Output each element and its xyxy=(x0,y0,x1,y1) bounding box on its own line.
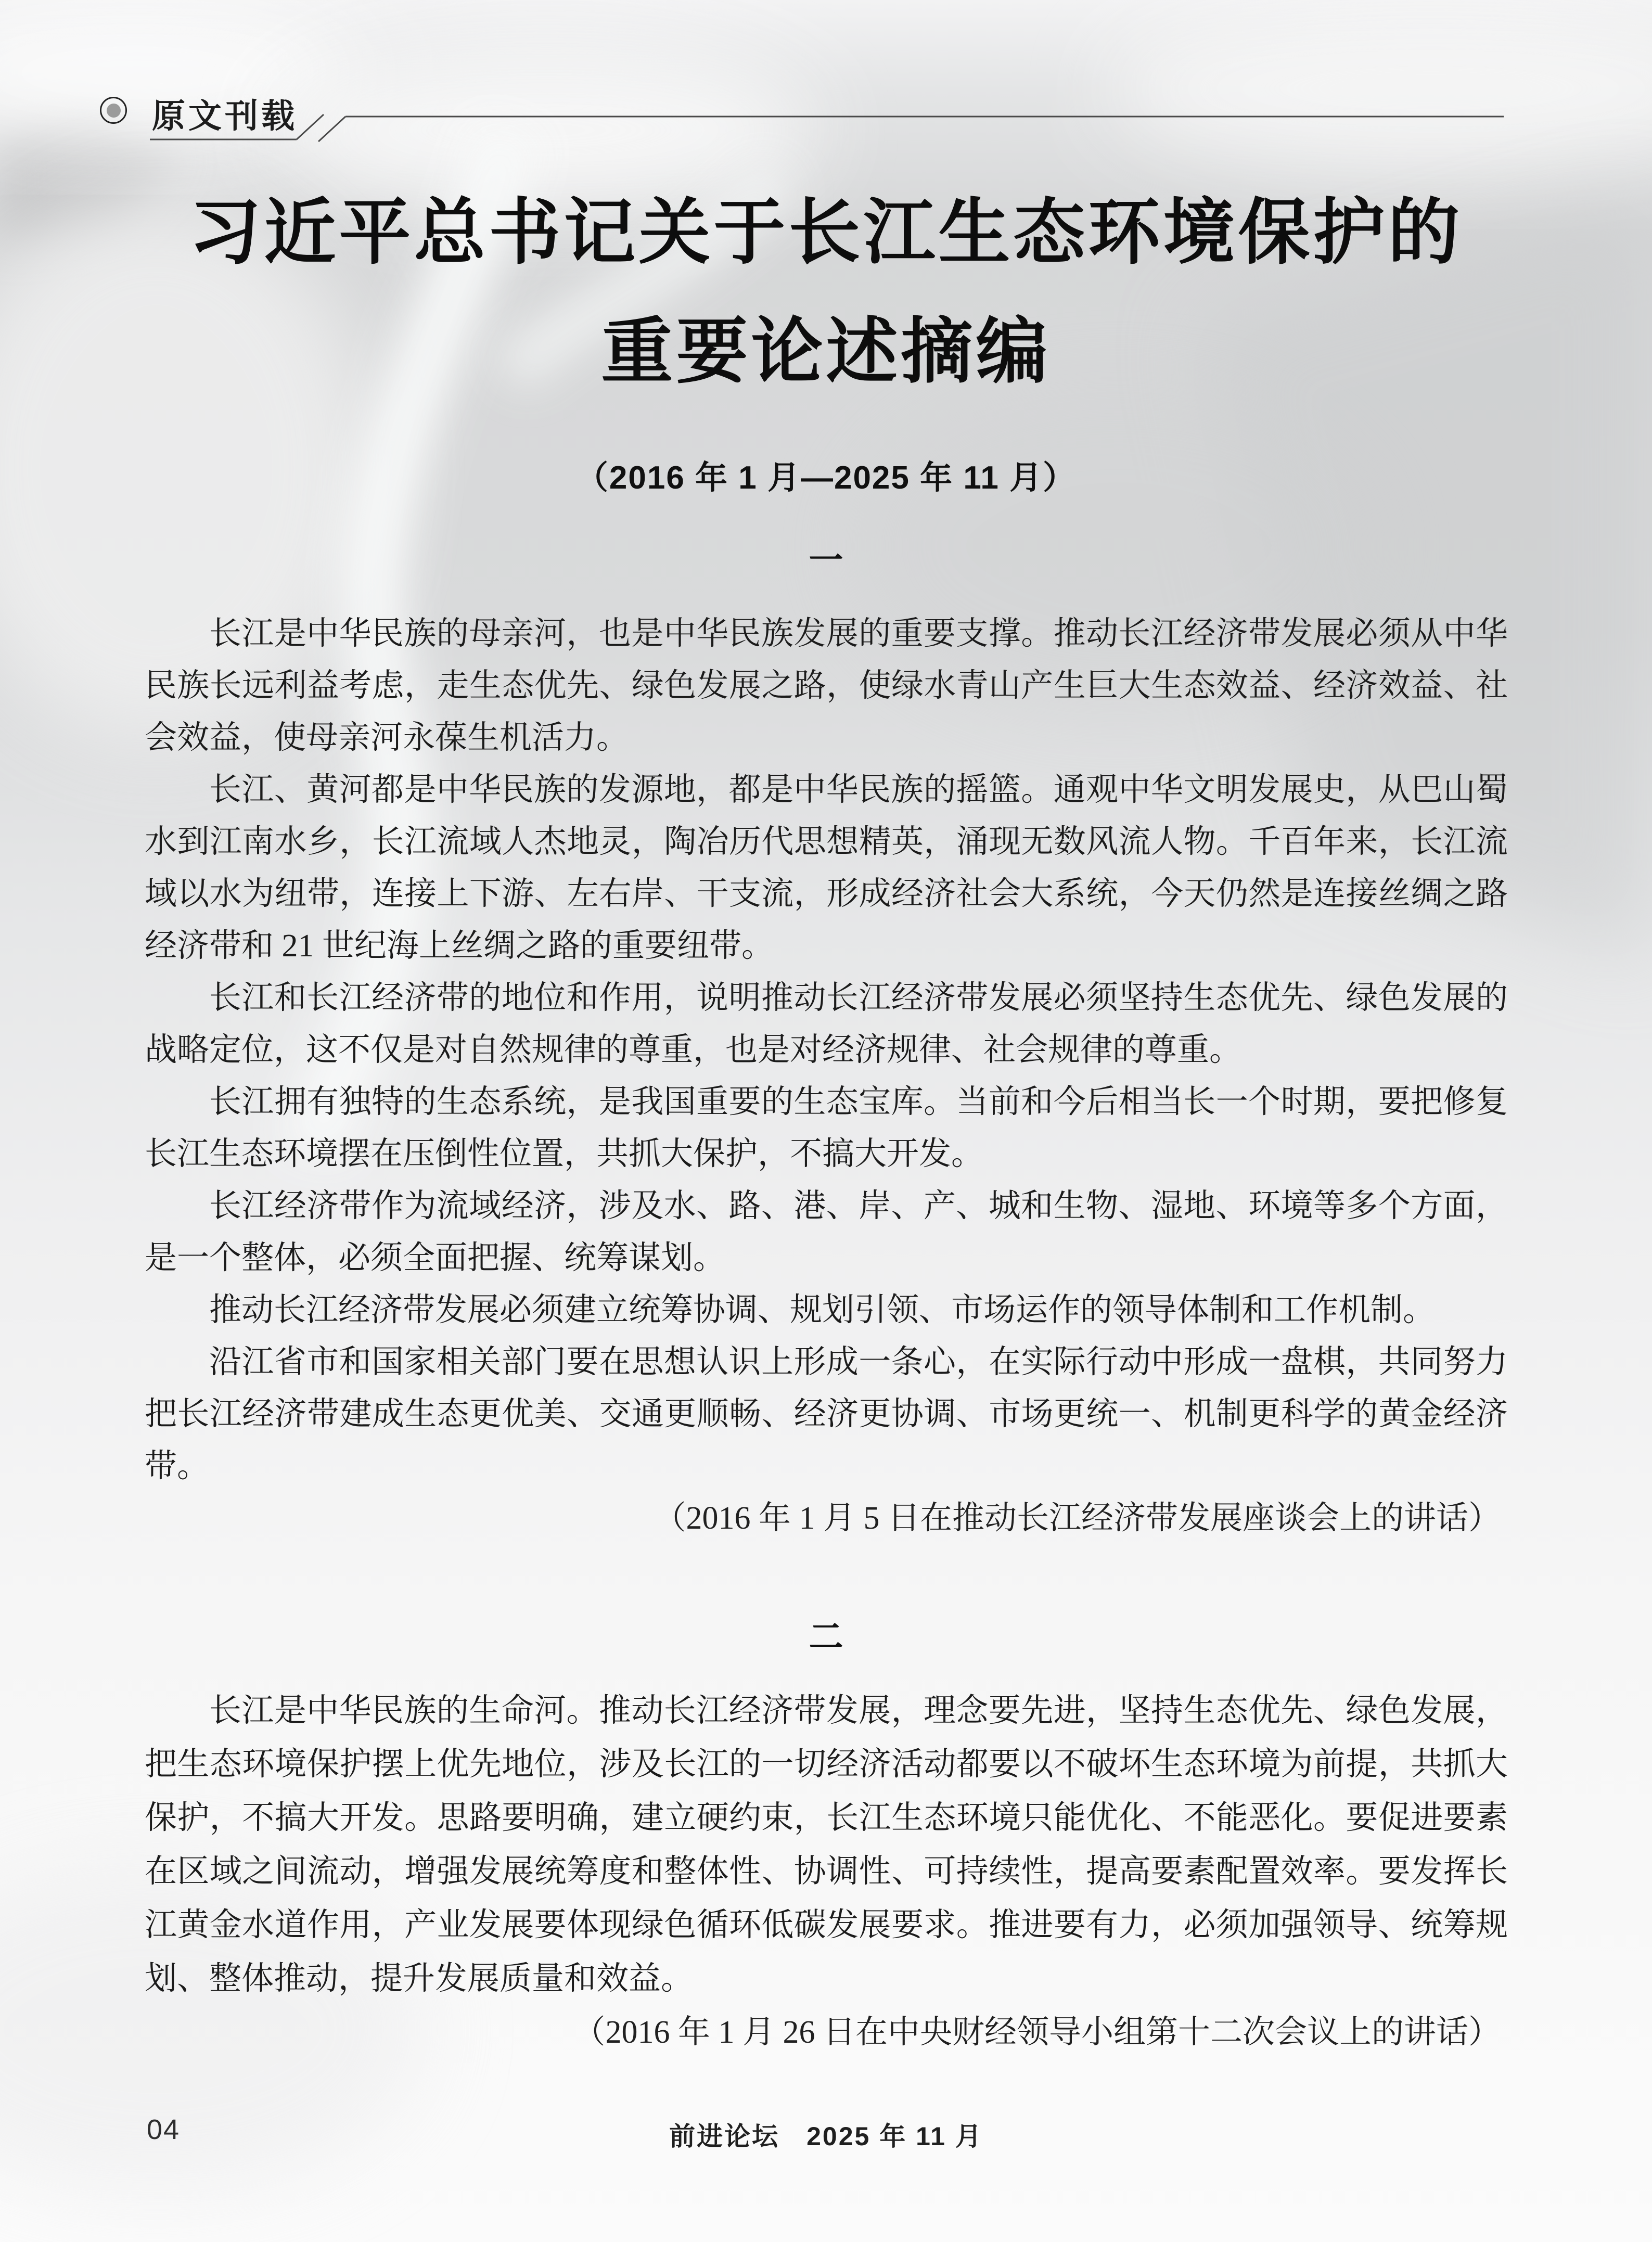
issue-date: 2025 年 11 月 xyxy=(806,2122,983,2151)
article-title-line2: 重要论述摘编 xyxy=(601,312,1051,392)
paragraph: 长江和长江经济带的地位和作用，说明推动长江经济带发展必须坚持生态优先、绿色发展的战略定位，这不仅是对自然规律的尊重，也是对经济规律、社会规律的尊重。 xyxy=(145,980,1508,1068)
section-1-marker: 一 xyxy=(809,541,843,579)
section-2-marker: 二 xyxy=(809,1617,843,1656)
footer-page-number: 04 xyxy=(147,2114,181,2145)
section-2-body xyxy=(145,1684,1508,2059)
paragraph: 长江、黄河都是中华民族的发源地，都是中华民族的摇篮。通观中华文明发展史，从巴山蜀水到江南水乡，长江流域人杰地灵，陶冶历代思想精英，涌现无数风流人物。千百年来，长江流域以水为纽带，连接上下游、左右岸、干支流，形成经济社会大系统，今天仍然是连接丝绸之路经济带和 21 世纪海上丝绸之路的重要纽带。 xyxy=(145,772,1508,964)
paragraph: 推动长江经济带发展必须建立统筹协调、规划引领、市场运作的领导体制和工作机制。 xyxy=(209,1292,1436,1328)
paragraph: 长江经济带作为流域经济，涉及水、路、港、岸、产、城和生物、湿地、环境等多个方面，是一个整体，必须全面把握、统筹谋划。 xyxy=(145,1188,1508,1276)
article-subtitle: （2016 年 1 月—2025 年 11 月） xyxy=(575,460,1077,496)
header-rule xyxy=(0,0,1652,166)
journal-name: 前进论坛 xyxy=(669,2122,780,2151)
paragraph: 长江拥有独特的生态系统，是我国重要的生态宝库。当前和今后相当长一个时期，要把修复长江生态环境摆在压倒性位置，共抓大保护，不搞大开发。 xyxy=(145,1084,1508,1172)
column-tag-label: 原文刊载 xyxy=(152,98,298,135)
speech-attribution: （2016 年 1 月 5 日在推动长江经济带发展座谈会上的讲话） xyxy=(654,1501,1501,1536)
article-title xyxy=(0,193,1652,392)
paragraph: 长江是中华民族的生命河。推动长江经济带发展，理念要先进，坚持生态优先、绿色发展，把生态环境保护摆上优先地位，涉及长江的一切经济活动都要以不破坏生态环境为前提，共抓大保护，不搞大开发。思路要明确，建立硬约束，长江生态环境只能优化、不能恶化。要促进要素在区域之间流动，增强发展统筹度和整体性、协调性、可持续性，提高要素配置效率。要发挥长江黄金水道作用，产业发展要体现绿色循环低碳发展要求。推进要有力，必须加强领导、统筹规划、整体推动，提升发展质量和效益。 xyxy=(145,1693,1508,1996)
paragraph: 沿江省市和国家相关部门要在思想认识上形成一条心，在实际行动中形成一盘棋，共同努力把长江经济带建成生态更优美、交通更顺畅、经济更协调、市场更统一、机制更科学的黄金经济带。 xyxy=(145,1344,1508,1484)
article-title-line1: 习近平总书记关于长江生态环境保护的 xyxy=(189,193,1463,273)
footer-journal-line xyxy=(0,2116,1652,2153)
paragraph: 长江是中华民族的母亲河，也是中华民族发展的重要支撑。推动长江经济带发展必须从中华民族长远利益考虑，走生态优先、绿色发展之路，使绿水青山产生巨大生态效益、经济效益、社会效益，使母亲河永葆生机活力。 xyxy=(145,616,1508,755)
section-1-body xyxy=(145,608,1508,1544)
speech-attribution: （2016 年 1 月 26 日在中央财经领导小组第十二次会议上的讲话） xyxy=(573,2015,1501,2050)
